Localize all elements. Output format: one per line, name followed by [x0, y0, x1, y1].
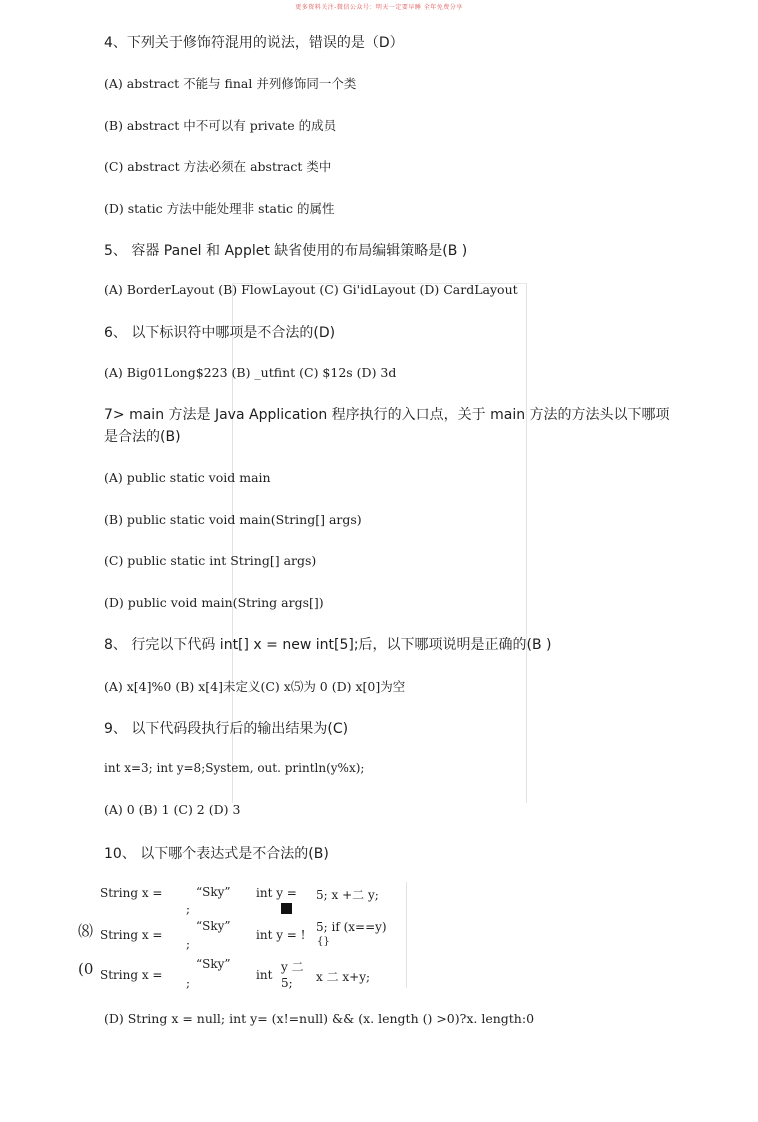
question-6-options: (A) Big01Long$223 (B) _utfint (C) $12s (D) 3d	[104, 365, 397, 380]
black-square	[281, 903, 292, 914]
row2-col-d: 5; if (x==y)	[316, 920, 387, 934]
question-10: 10、 以下哪个表达式是不合法的(B)	[104, 846, 329, 862]
header-watermark: 更多资料关注-微信公众号：明天一定要早睡 全年免费分享	[295, 4, 463, 11]
row1-semicolon: ;	[186, 902, 191, 916]
row1-col-b: “Sky”	[196, 885, 231, 899]
question-7-option-b: (B) public static void main(String[] args)	[104, 512, 362, 527]
table-rule	[406, 882, 407, 988]
row3-col-c: int	[256, 968, 273, 982]
row3-semicolon: ;	[186, 976, 191, 990]
row1-col-c: int y =	[256, 886, 297, 900]
row3-col-b: “Sky”	[196, 957, 231, 971]
row1-col-d: 5; x +二 y;	[316, 888, 379, 902]
question-8: 8、 行完以下代码 int[] x = new int[5];后，以下哪项说明是正确的(B )	[104, 637, 552, 653]
question-8-options: (A) x[4]%0 (B) x[4]未定义(C) x⑸为 0 (D) x[0]为空	[104, 679, 406, 694]
question-7-option-d: (D) public void main(String args[])	[104, 595, 324, 610]
row2-col-a: String x =	[100, 928, 163, 942]
question-7-option-c: (C) public static int String[] args)	[104, 553, 317, 568]
question-9: 9、 以下代码段执行后的输出结果为(C)	[104, 721, 349, 737]
question-4-option-d: (D) static 方法中能处理非 static 的属性	[104, 201, 335, 216]
row2-col-d-braces: {}	[317, 936, 330, 947]
row3-col-d: x 二 x+y;	[316, 970, 371, 984]
row2-prefix: ⑻	[78, 922, 94, 940]
row3-col-c-5: 5;	[281, 976, 293, 990]
vertical-rule-right	[526, 283, 527, 803]
question-9-options: (A) 0 (B) 1 (C) 2 (D) 3	[104, 802, 241, 817]
question-4-option-c: (C) abstract 方法必须在 abstract 类中	[104, 159, 332, 174]
question-7: 7> main 方法是 Java Application 程序执行的入口点，关于 main 方法的方法头以下哪项 是合法的(B)	[104, 407, 670, 445]
question-5: 5、 容器 Panel 和 Applet 缺省使用的布局编辑策略是(B )	[104, 243, 468, 259]
question-4: 4、下列关于修饰符混用的说法，错误的是（D）	[104, 35, 404, 51]
question-9-code: int x=3; int y=8;System, out. println(y%x);	[104, 761, 365, 775]
row2-col-b: “Sky”	[196, 919, 231, 933]
question-5-options: (A) BorderLayout (B) FlowLayout (C) Gi'idLayout (D) CardLayout	[104, 282, 518, 297]
row3-prefix: (0	[78, 960, 94, 978]
row2-col-c: int y = !	[256, 928, 306, 942]
row3-col-c-y: y 二	[281, 960, 304, 974]
question-10-option-d: (D) String x = null; int y= (x!=null) && (x. length () >0)?x. length:0	[104, 1011, 535, 1026]
question-6: 6、 以下标识符中哪项是不合法的(D)	[104, 325, 336, 341]
row3-col-a: String x =	[100, 968, 163, 982]
question-4-option-b: (B) abstract 中不可以有 private 的成员	[104, 118, 337, 133]
question-7-option-a: (A) public static void main	[104, 470, 271, 485]
row1-col-a: String x =	[100, 886, 163, 900]
question-4-option-a: (A) abstract 不能与 final 并列修饰同一个类	[104, 76, 357, 91]
row2-semicolon: ;	[186, 937, 191, 951]
